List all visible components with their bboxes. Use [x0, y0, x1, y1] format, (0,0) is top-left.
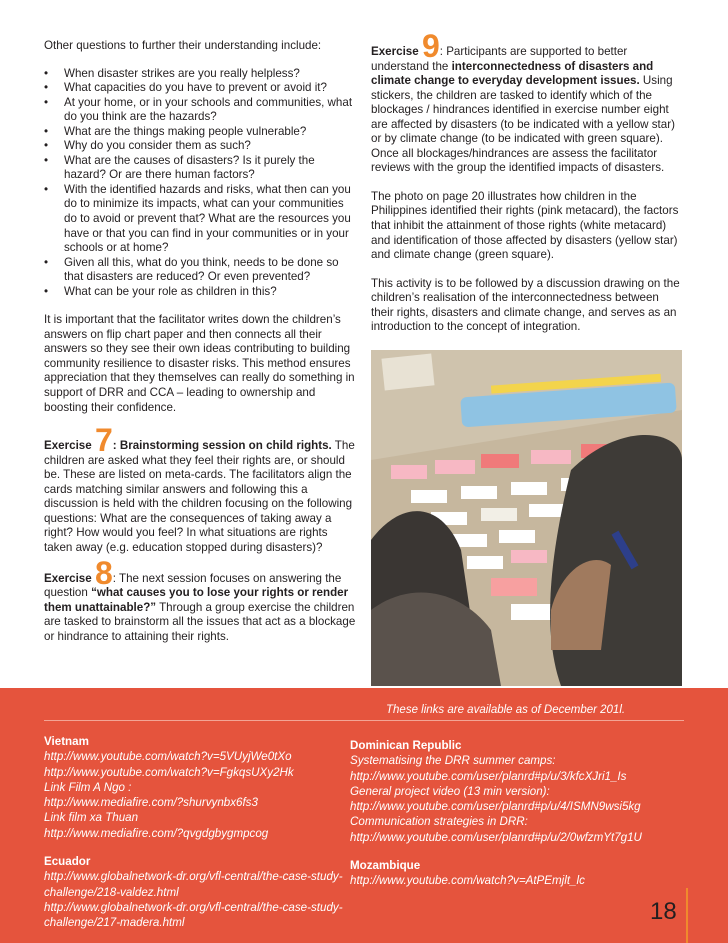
exercise-9-label: Exercise — [371, 45, 419, 58]
footer-divider — [44, 720, 684, 721]
exercise-9-bold: interconnectedness of disasters and climate change to everyday development issues. — [371, 59, 654, 88]
question-item: • What are the things making people vulnerable? — [44, 125, 358, 140]
country-heading-ecuador: Ecuador — [44, 855, 91, 869]
link-line[interactable]: http://www.globalnetwork-dr.org/vfl-central/the-case-study-challenge/217-madera.html — [44, 900, 343, 930]
exercise-7-label: Exercise — [44, 439, 92, 453]
question-item: • At your home, or in your schools and communities, what do you think are the hazards? — [44, 96, 358, 125]
question-item: • When disaster strikes are you really helpless? — [44, 67, 358, 82]
exercise-9 — [371, 28, 682, 176]
link-line[interactable]: http://www.youtube.com/user/planrd#p/u/3/kfcXJri1_Is — [350, 769, 627, 783]
exercise-7-number: 7 — [94, 422, 113, 459]
link-caption: Link Film A Ngo : — [44, 780, 132, 794]
question-list — [44, 67, 358, 300]
page-number: 18 — [650, 898, 677, 925]
question-item: • With the identified hazards and risks, what then can you do to minimize its impacts, what can your communities do to avoid or prevent that? What are the resources you have or that you can find in your communities or in your schools or at home? — [44, 183, 358, 256]
link-line[interactable]: http://www.youtube.com/watch?v=FgkqsUXy2Hk — [44, 765, 294, 779]
links-footer — [0, 688, 728, 943]
link-caption: General project video (13 min version): — [350, 784, 550, 798]
children-activity-photo — [371, 350, 682, 686]
photo-illustration — [371, 350, 682, 686]
facilitator-paragraph: It is important that the facilitator writes down the children’s answers on flip chart paper and then connects all their answers so they see their own ideas contributing to building community resilience to disaster risks. This method ensures appreciation that they themselves can really do something in support of DRR and CCA – leading to ownership and boosting their confidence. — [44, 313, 355, 414]
discussion-paragraph: This activity is to be followed by a discussion drawing on the children’s realisation of the interconnectedness between their rights, disasters and climate change, and serves as an introduction to the concept of integration. — [371, 276, 680, 334]
question-item: • Why do you consider them as such? — [44, 139, 358, 154]
question-item: • Given all this, what do you think, needs to be done so that disasters are reduced? Or even prevented? — [44, 256, 358, 285]
footer-right-column — [350, 738, 690, 889]
page-number-accent-bar — [686, 888, 688, 943]
link-line[interactable]: http://www.mediafire.com/?qvgdgbygmpcog — [44, 826, 269, 840]
links-availability-note: These links are available as of December 201l. — [386, 704, 626, 716]
photo-description-paragraph: The photo on page 20 illustrates how children in the Philippines identified their rights (pink metacard), the factors that inhibit the attainment of those rights (white metacard) and identification of those affected by disasters (yellow star) and climate change (green square). — [371, 189, 679, 262]
link-line[interactable]: http://www.mediafire.com/?shurvynbx6fs3 — [44, 796, 258, 810]
exercise-9-body: Using stickers, the children are tasked to identify which of the blockages / hindrances identified in exercise number eight are affected by disasters (to be indicated with a yellow star) or by climate change (to be indicated with green square). Once all blockages/hindrances are assess the facilitator reviews with the group the identified impacts of disasters. — [371, 74, 675, 175]
question-item: • What capacities do you have to prevent or avoid it? — [44, 81, 358, 96]
questions-intro: Other questions to further their understanding include: — [44, 39, 322, 52]
exercise-7 — [44, 422, 358, 555]
link-line[interactable]: http://www.youtube.com/watch?v=5VUyjWe0tXo — [44, 750, 292, 764]
link-caption: Systematising the DRR summer camps: — [350, 754, 556, 768]
exercise-8-question: “what causes you to lose your rights or render them unattainable?” — [44, 586, 349, 614]
link-line[interactable]: http://www.youtube.com/user/planrd#p/u/4/ISMN9wsi5kg — [350, 800, 641, 814]
exercise-8-number: 8 — [94, 554, 113, 591]
link-caption: Link film xa Thuan — [44, 811, 139, 825]
left-column — [44, 39, 358, 644]
exercise-9-lead: : Participants are supported to better understand the — [371, 45, 628, 73]
link-line[interactable]: http://www.globalnetwork-dr.org/vfl-central/the-case-study-challenge/218-valdez.html — [44, 870, 343, 899]
question-item: • What are the causes of disasters? Is it purely the hazard? Or are there human factors? — [44, 154, 358, 183]
right-column — [371, 28, 682, 335]
country-heading-vietnam: Vietnam — [44, 735, 89, 748]
country-heading-mozambique: Mozambique — [350, 859, 421, 873]
exercise-8-body: Through a group exercise the children are tasked to brainstorm all the issues that act as a blockage or hindrance to attaining their rights. — [44, 600, 356, 643]
link-caption: Communication strategies in DRR: — [350, 815, 528, 829]
exercise-8-label: Exercise — [44, 571, 92, 585]
link-line[interactable]: http://www.youtube.com/user/planrd#p/u/2/0wfzmYt7g1U — [350, 830, 642, 844]
exercise-7-body: The children are asked what they feel their rights are, or should be. These are listed on meta-cards. The facilitators align the cards matching similar answers and following this a discussion is held with the children focusing on the following questions: What are the consequences of taking away a right? How would you feel? In what situations are rights taken away (e.g. education stopped during disasters)? — [44, 439, 355, 554]
exercise-8-lead: : The next session focuses on answering the question — [44, 571, 342, 600]
link-line[interactable]: http://www.youtube.com/watch?v=AtPEmjlt_lc — [350, 874, 585, 888]
exercise-8 — [44, 554, 358, 645]
exercise-9-number: 9 — [421, 28, 440, 64]
question-item: • What can be your role as children in this? — [44, 285, 358, 300]
country-heading-dominican-republic: Dominican Republic — [350, 739, 462, 752]
exercise-7-title: : Brainstorming session on child rights. — [112, 439, 332, 453]
footer-left-column — [44, 734, 344, 931]
